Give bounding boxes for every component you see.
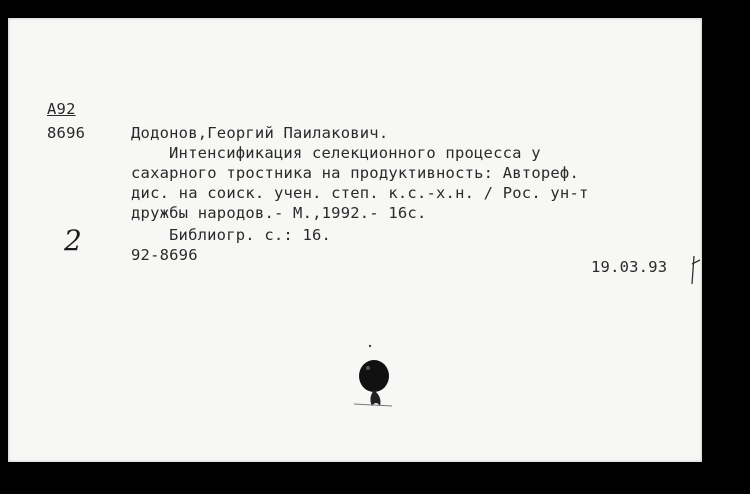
library-stamp-icon — [346, 334, 406, 414]
inventory-number: 8696 — [47, 124, 86, 142]
handwritten-mark: 2 — [64, 224, 82, 257]
shelf-code: А92 — [47, 100, 76, 118]
call-number: 92-8696 — [131, 246, 198, 264]
catalog-card — [8, 18, 702, 462]
title-line-2: сахарного тростника на продуктивность: Автореф. — [131, 164, 579, 182]
bibliography-note: Библиогр. с.: 16. — [169, 226, 332, 244]
title-line-4: дружбы народов.- М.,1992.- 16с. — [131, 204, 427, 222]
author-heading: Додонов,Георгий Паилакович. — [131, 124, 389, 142]
title-line-3: дис. на соиск. учен. степ. к.с.-х.н. / Рос. ун-т — [131, 184, 589, 202]
date-stamp: 19.03.93 — [591, 258, 668, 276]
handwritten-edge-mark — [688, 254, 702, 294]
title-line-1: Интенсификация селекционного процесса у — [169, 144, 541, 162]
